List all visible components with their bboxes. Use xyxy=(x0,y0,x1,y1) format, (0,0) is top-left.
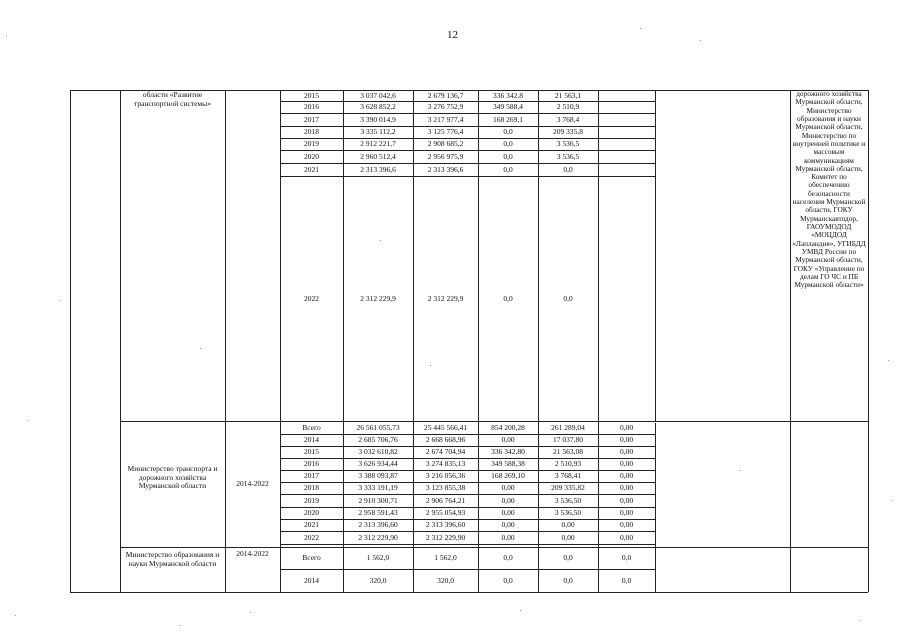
year-cell: Всего xyxy=(302,553,321,562)
table-rule xyxy=(598,90,599,592)
table-rule xyxy=(868,90,869,592)
value-cell: 0,00 xyxy=(501,508,515,517)
value-cell: 2 906 764,21 xyxy=(425,495,466,505)
value-cell: 0,00 xyxy=(501,435,515,444)
value-cell: 0,00 xyxy=(619,447,634,456)
year-cell: 2017 xyxy=(304,114,319,124)
value-cell: 0,00 xyxy=(619,495,634,505)
table-rule xyxy=(280,101,655,102)
value-cell: 0,0 xyxy=(563,553,573,562)
scan-speck xyxy=(430,365,431,366)
year-cell: 2022 xyxy=(304,293,319,303)
table-rule xyxy=(280,113,655,114)
value-cell: 261 289,04 xyxy=(551,422,585,432)
value-cell: 0,00 xyxy=(619,422,634,432)
table-rule xyxy=(70,90,71,592)
value-cell: 3 037 042,6 xyxy=(360,90,396,100)
period: 2014-2022 xyxy=(236,479,269,488)
value-cell: 0,0 xyxy=(503,164,513,174)
table-rule xyxy=(280,434,655,435)
value-cell: 0,00 xyxy=(619,471,634,480)
value-cell: 2 312 229,9 xyxy=(360,293,396,303)
value-cell: 3 125 776,4 xyxy=(427,127,464,136)
value-cell: 3 274 835,13 xyxy=(425,459,466,468)
value-cell: 3 628 852,2 xyxy=(360,102,396,111)
value-cell: 0,00 xyxy=(619,483,634,492)
value-cell: 2 668 668,96 xyxy=(425,435,466,444)
value-cell: 3 626 934,44 xyxy=(358,459,398,468)
value-cell: 0,00 xyxy=(501,495,515,505)
value-cell: 336 342,8 xyxy=(493,90,523,100)
value-cell: 2 313 396,6 xyxy=(360,164,396,174)
page-number: 12 xyxy=(447,29,458,41)
value-cell: 3 217 977,4 xyxy=(427,114,464,124)
year-cell: 2019 xyxy=(304,495,319,505)
value-cell: 0,00 xyxy=(619,508,634,517)
scan-speck xyxy=(892,500,893,501)
value-cell: 3 388 093,87 xyxy=(358,471,398,480)
value-cell: 349 588,4 xyxy=(493,102,523,111)
value-cell: 0,0 xyxy=(621,575,632,585)
value-cell: 3 333 191,19 xyxy=(358,483,398,492)
scan-speck xyxy=(15,615,16,616)
value-cell: 0,00 xyxy=(619,532,634,542)
value-cell: 0,00 xyxy=(561,532,575,542)
value-cell: 2 960 512,4 xyxy=(360,151,396,161)
value-cell: 0,0 xyxy=(563,293,573,303)
scan-speck xyxy=(180,625,181,626)
value-cell: 0,00 xyxy=(619,520,634,529)
value-cell: 2 312 229,90 xyxy=(358,532,398,542)
scan-speck xyxy=(700,40,701,41)
table-rule xyxy=(280,569,655,570)
value-cell: 3 276 752,9 xyxy=(427,102,464,111)
value-cell: 0,0 xyxy=(503,139,513,148)
value-cell: 3 335 112,2 xyxy=(360,127,396,136)
scan-speck xyxy=(520,610,521,611)
scan-speck xyxy=(888,360,889,361)
year-cell: 2022 xyxy=(304,532,319,542)
executors-list: дорожного хозяйства Мурманской области, Министерство образования и науки Мурманской области, Министерство по внутренней политике и массовым коммуникациям Мурманской области, Комитет по обеспечению безопасности населения Мурманской области, ГОКУ Мурманскавтодор, ГАОУМОДОД «МОЦДОД «Лапландия», УГИБДД УМВД России по Мурманской области, ГОКУ «Управление по делам ГО ЧС и ПБ Мурманской области» xyxy=(792,89,866,290)
table-rule xyxy=(280,507,655,508)
value-cell: 320,0 xyxy=(369,575,387,585)
table-rule xyxy=(280,519,655,520)
year-cell: 2015 xyxy=(304,447,319,456)
scan-speck xyxy=(6,36,7,37)
table-rule xyxy=(225,90,226,592)
table-rule xyxy=(280,458,655,459)
year-cell: 2021 xyxy=(304,164,319,174)
period: 2014-2022 xyxy=(236,549,269,558)
scan-speck xyxy=(640,28,641,29)
value-cell: 2 908 685,2 xyxy=(427,139,464,148)
value-cell: 3 536,50 xyxy=(554,508,582,517)
year-cell: 2020 xyxy=(304,151,319,161)
table-rule xyxy=(655,90,656,421)
value-cell: 25 445 566,41 xyxy=(423,422,468,432)
table-rule xyxy=(120,421,868,422)
value-cell: 2 958 591,43 xyxy=(358,508,398,517)
value-cell: 26 561 055,73 xyxy=(356,422,400,432)
table-rule xyxy=(280,163,655,164)
value-cell: 1 562,0 xyxy=(434,553,457,562)
year-cell: 2019 xyxy=(304,139,319,148)
value-cell: 0,0 xyxy=(563,164,573,174)
value-cell: 3 536,50 xyxy=(554,495,582,505)
value-cell: 3 390 014,9 xyxy=(360,114,396,124)
value-cell: 0,0 xyxy=(503,575,513,585)
value-cell: 3 123 855,38 xyxy=(425,483,466,492)
value-cell: 336 342,80 xyxy=(491,447,525,456)
value-cell: 2 956 975,9 xyxy=(427,151,464,161)
value-cell: 0,00 xyxy=(501,520,515,529)
year-cell: 2016 xyxy=(304,102,319,111)
value-cell: 168 269,10 xyxy=(491,471,525,480)
value-cell: 0,0 xyxy=(503,553,513,562)
year-cell: Всего xyxy=(302,422,321,432)
value-cell: 3 536,5 xyxy=(556,151,580,161)
table-rule xyxy=(280,150,655,151)
value-cell: 2 510,9 xyxy=(556,102,580,111)
table-rule xyxy=(280,544,655,545)
value-cell: 2 312 229,90 xyxy=(425,532,466,542)
table-rule xyxy=(280,446,655,447)
scan-speck xyxy=(200,348,201,349)
value-cell: 0,00 xyxy=(619,435,634,444)
value-cell: 2 313 396,60 xyxy=(358,520,398,529)
value-cell: 168 269,1 xyxy=(493,114,523,124)
scan-speck xyxy=(380,240,381,241)
value-cell: 17 037,80 xyxy=(553,435,583,444)
ministry-name: Министерство транспорта и дорожного хозяйства Мурманской области xyxy=(127,464,218,491)
value-cell: 0,00 xyxy=(501,532,515,542)
value-cell: 21 563,1 xyxy=(554,90,582,100)
value-cell: 21 563,08 xyxy=(553,447,583,456)
year-cell: 2017 xyxy=(304,471,319,480)
table-rule xyxy=(120,90,121,592)
value-cell: 0,0 xyxy=(621,553,632,562)
value-cell: 3 768,4 xyxy=(556,114,580,124)
scan-speck xyxy=(28,420,29,421)
value-cell: 0,0 xyxy=(563,575,573,585)
value-cell: 320,0 xyxy=(437,575,454,585)
value-cell: 0,0 xyxy=(503,151,513,161)
value-cell: 1 562,0 xyxy=(366,553,390,562)
year-cell: 2014 xyxy=(304,435,319,444)
value-cell: 3 032 610,82 xyxy=(358,447,398,456)
value-cell: 2 679 136,7 xyxy=(427,90,464,100)
ministry-name: Министерство образования и науки Мурманской области xyxy=(125,550,220,568)
value-cell: 0,0 xyxy=(503,293,513,303)
scan-speck xyxy=(250,612,251,613)
table-rule xyxy=(280,482,655,483)
value-cell: 3 216 056,36 xyxy=(425,471,466,480)
table-rule xyxy=(280,531,655,532)
table-rule xyxy=(280,470,655,471)
value-cell: 0,00 xyxy=(501,483,515,492)
value-cell: 0,0 xyxy=(503,127,513,136)
scan-speck xyxy=(860,620,861,621)
value-cell: 2 510,93 xyxy=(554,459,582,468)
year-cell: 2021 xyxy=(304,520,319,529)
program-title: области «Развитие транспортной системы» xyxy=(134,90,211,108)
value-cell: 3 536,5 xyxy=(556,139,580,148)
year-cell: 2020 xyxy=(304,508,319,517)
value-cell: 2 312 229,9 xyxy=(427,293,464,303)
value-cell: 0,00 xyxy=(561,520,575,529)
value-cell: 349 588,38 xyxy=(491,459,525,468)
table-rule xyxy=(790,90,791,592)
value-cell: 2 955 054,93 xyxy=(425,508,466,517)
table-rule xyxy=(280,494,655,495)
table-rule xyxy=(280,126,655,127)
value-cell: 2 912 221,7 xyxy=(360,139,396,148)
table-rule xyxy=(70,592,868,593)
scan-speck xyxy=(60,300,61,301)
year-cell: 2018 xyxy=(304,127,319,136)
value-cell: 0,00 xyxy=(619,459,634,468)
value-cell: 3 768,41 xyxy=(554,471,582,480)
value-cell: 2 313 396,6 xyxy=(427,164,464,174)
value-cell: 2 910 300,71 xyxy=(358,495,398,505)
year-cell: 2018 xyxy=(304,483,319,492)
table-rule xyxy=(280,176,655,177)
year-cell: 2014 xyxy=(304,575,319,585)
year-cell: 2016 xyxy=(304,459,319,468)
value-cell: 2 674 704,94 xyxy=(425,447,466,456)
table-rule xyxy=(280,138,655,139)
year-cell: 2015 xyxy=(304,90,319,100)
value-cell: 2 685 706,76 xyxy=(358,435,398,444)
value-cell: 854 200,28 xyxy=(491,422,525,432)
value-cell: 209 335,82 xyxy=(551,483,585,492)
table-rule xyxy=(120,547,868,548)
value-cell: 209 335,8 xyxy=(553,127,583,136)
scan-speck xyxy=(740,470,741,471)
table-rule xyxy=(655,423,656,592)
value-cell: 2 313 396,60 xyxy=(425,520,466,529)
